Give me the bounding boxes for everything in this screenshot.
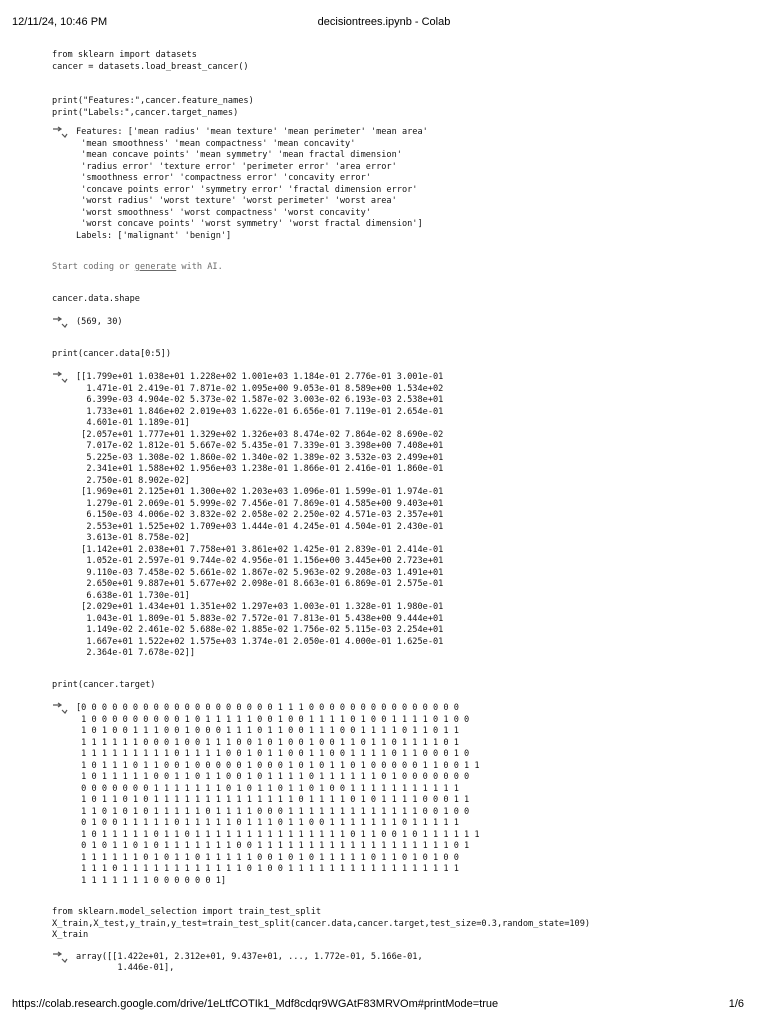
empty-cell-hint[interactable] — [52, 262, 748, 274]
print-datetime: 12/11/24, 10:46 PM — [12, 16, 108, 28]
output-toggle-icon[interactable] — [52, 951, 68, 963]
output-text: [[1.799e+01 1.038e+01 1.228e+02 1.001e+03 1.184e-01 2.776e-01 3.001e-01 1.471e-01 2.419e-01 7.871e-02 1.095e+00 9.053e-01 8.589e+00 1.534e+02 6.399e-03 4.904e-02 5.373e-02 1.587e-02 3.003e-02 6.193e-03 2.538e+01 1.733e+01 1.846e+02 2.019e+03 1.622e-01 6.656e-01 7.119e-01 2.654e-01 4.601e-01 1.189e-01] [2.057e+01 1.777e+01 1.329e+02 1.326e+03 8.474e-02 7.864e-02 8.690e-02 7.017e-02 1.812e-01 5.667e-02 5.435e-01 7.339e-01 3.398e+00 7.408e+01 5.225e-03 1.308e-02 1.860e-02 1.340e-02 1.389e-02 3.532e-03 2.499e+01 2.341e+01 1.588e+02 1.956e+03 1.238e-01 1.866e-01 2.416e-01 1.860e-01 2.750e-01 8.902e-02] [1.969e+01 2.125e+01 1.300e+02 1.203e+03 1.096e-01 1.599e-01 1.974e-01 1.279e-01 2.069e-01 5.999e-02 7.456e-01 7.869e-01 4.585e+00 9.403e+01 6.150e-03 4.006e-02 3.832e-02 2.058e-02 2.250e-02 4.571e-03 2.357e+01 2.553e+01 1.525e+02 1.709e+03 1.444e-01 4.245e-01 4.504e-01 2.430e-01 3.613e-01 8.758e-02] [1.142e+01 2.038e+01 7.758e+01 3.861e+02 1.425e-01 2.839e-01 2.414e-01 1.052e-01 2.597e-01 9.744e-02 4.956e-01 1.156e+00 3.445e+00 2.723e+01 9.110e-03 7.458e-02 5.661e-02 1.867e-02 5.963e-02 9.208e-03 1.491e+01 2.650e+01 9.887e+01 5.677e+02 2.098e-01 8.663e-01 6.869e-01 2.575e-01 6.638e-01 1.730e-01] [2.029e+01 1.434e+01 1.351e+02 1.297e+03 1.003e-01 1.328e-01 1.980e-01 1.043e-01 1.809e-01 5.883e-02 7.572e-01 7.813e-01 5.438e+00 9.444e+01 1.149e-02 2.461e-02 5.688e-02 1.885e-02 1.756e-02 5.115e-03 2.254e+01 1.667e+01 1.522e+02 1.575e+03 1.374e-01 2.050e-01 4.000e-01 1.625e-01 2.364e-01 7.678e-02]] — [76, 372, 444, 658]
output-features — [52, 127, 748, 242]
notebook-content — [52, 50, 748, 975]
output-toggle-icon[interactable] — [52, 702, 68, 714]
code-cell-train-test-split[interactable]: from sklearn.model_selection import train_test_split X_train,X_test,y_train,y_test=train_test_split(cancer.data,cancer.target,test_size=0.3,random_state=109) X_train — [52, 907, 591, 940]
page-title: decisiontrees.ipynb - Colab — [317, 16, 451, 28]
code-cell-shape[interactable]: cancer.data.shape — [52, 293, 140, 304]
output-toggle-icon[interactable] — [52, 371, 68, 383]
page-number: 1/6 — [728, 998, 744, 1010]
output-toggle-icon[interactable] — [52, 126, 68, 138]
output-text: [0 0 0 0 0 0 0 0 0 0 0 0 0 0 0 0 0 0 0 1 1 1 0 0 0 0 0 0 0 0 0 0 0 0 0 0 0 1 0 0 0 0 0 0 0 0 0 1 0 1 1 1 1 1 0 0 1 0 0 1 1 1 1 0 1 0 0 1 1 1 1 0 1 0 0 1 0 1 0 0 1 1 1 0 0 1 0 0 0 1 1 1 0 1 1 0 0 1 1 1 0 0 1 1 1 1 0 1 1 0 1 1 1 1 1 1 1 1 0 0 0 1 0 0 1 1 1 0 0 1 0 1 0 0 1 0 0 1 1 0 1 1 0 1 1 1 1 0 1 1 1 1 1 1 1 1 1 1 0 1 1 1 1 0 0 1 0 1 1 0 0 1 1 0 0 1 1 1 1 0 1 1 0 0 0 1 0 1 0 1 1 1 0 1 1 0 0 1 0 0 0 0 0 1 0 0 0 1 0 1 0 1 1 0 1 0 0 0 0 0 1 1 0 0 1 1 1 0 1 1 1 1 1 0 0 1 1 0 1 1 0 0 1 0 1 1 1 1 0 1 1 1 1 1 1 0 1 0 0 0 0 0 0 0 0 0 0 0 0 0 0 1 1 1 1 1 1 1 0 1 0 1 1 0 1 1 0 1 0 0 1 1 1 1 1 1 1 1 1 1 1 1 0 1 1 0 1 0 1 1 1 1 1 1 1 1 1 1 1 1 1 1 0 1 1 1 1 0 1 0 1 1 1 1 0 0 0 1 1 1 1 0 1 0 1 0 1 1 1 1 1 0 1 1 1 1 0 0 0 1 1 1 1 1 1 1 1 1 1 1 1 1 0 0 1 0 0 0 1 0 0 1 1 1 1 1 0 1 1 1 1 1 0 1 1 1 0 1 1 0 0 1 1 1 1 1 1 1 0 1 1 1 1 1 1 0 1 1 1 1 1 0 1 1 0 1 1 1 1 1 1 1 1 1 1 1 1 1 1 1 0 1 1 0 0 1 0 1 1 1 1 1 1 0 1 0 1 1 0 1 0 1 1 1 1 1 1 1 0 0 1 1 1 1 1 1 1 1 1 1 1 1 1 1 1 1 1 1 1 0 1 1 1 1 1 1 1 0 1 0 1 1 0 1 1 1 1 1 0 0 1 0 1 0 1 1 1 1 1 0 1 1 0 1 0 1 0 0 1 1 1 0 1 1 1 1 1 1 1 1 1 1 1 1 0 1 0 0 1 1 1 1 1 1 1 1 1 1 1 1 1 1 1 1 1 1 1 1 1 1 1 1 0 0 0 0 0 0 1] — [76, 703, 480, 886]
output-xtrain — [52, 952, 748, 975]
hint-text: Start coding or — [52, 262, 135, 272]
hint-text-suffix: with AI. — [176, 262, 223, 272]
output-target — [52, 703, 748, 887]
output-shape — [52, 317, 748, 329]
output-toggle-icon[interactable] — [52, 316, 68, 328]
code-cell-print-target[interactable]: print(cancer.target) — [52, 679, 156, 690]
code-cell-load-dataset[interactable]: from sklearn import datasets cancer = datasets.load_breast_cancer() print("Features:",cancer.feature_names) print("Labels:",cancer.target_names) — [52, 50, 254, 118]
print-header — [12, 16, 756, 32]
generate-link[interactable]: generate — [134, 262, 177, 272]
output-text: (569, 30) — [76, 317, 123, 327]
output-text: Features: ['mean radius' 'mean texture' 'mean perimeter' 'mean area' 'mean smoothness' 'mean compactness' 'mean concavity' 'mean concave points' 'mean symmetry' 'mean fractal dimension' 'radius error' 'texture error' 'perimeter error' 'area error' 'smoothness error' 'compactness error' 'concavity error' 'concave points error' 'symmetry error' 'fractal dimension error' 'worst radius' 'worst texture' 'worst perimeter' 'worst area' 'worst smoothness' 'worst compactness' 'worst concavity' 'worst concave points' 'worst symmetry' 'worst fractal dimension'] Labels: ['malignant' 'benign'] — [76, 127, 428, 241]
output-data — [52, 372, 748, 660]
code-cell-print-data[interactable]: print(cancer.data[0:5]) — [52, 348, 171, 359]
output-text: array([[1.422e+01, 2.312e+01, 9.437e+01, ..., 1.772e-01, 5.166e-01, 1.446e-01], — [76, 951, 423, 973]
page-url: https://colab.research.google.com/drive/1eLtfCOTIk1_Mdf8cdqr9WGAtF83MRVOm#printMode=true — [12, 998, 499, 1010]
print-footer — [12, 998, 756, 1014]
